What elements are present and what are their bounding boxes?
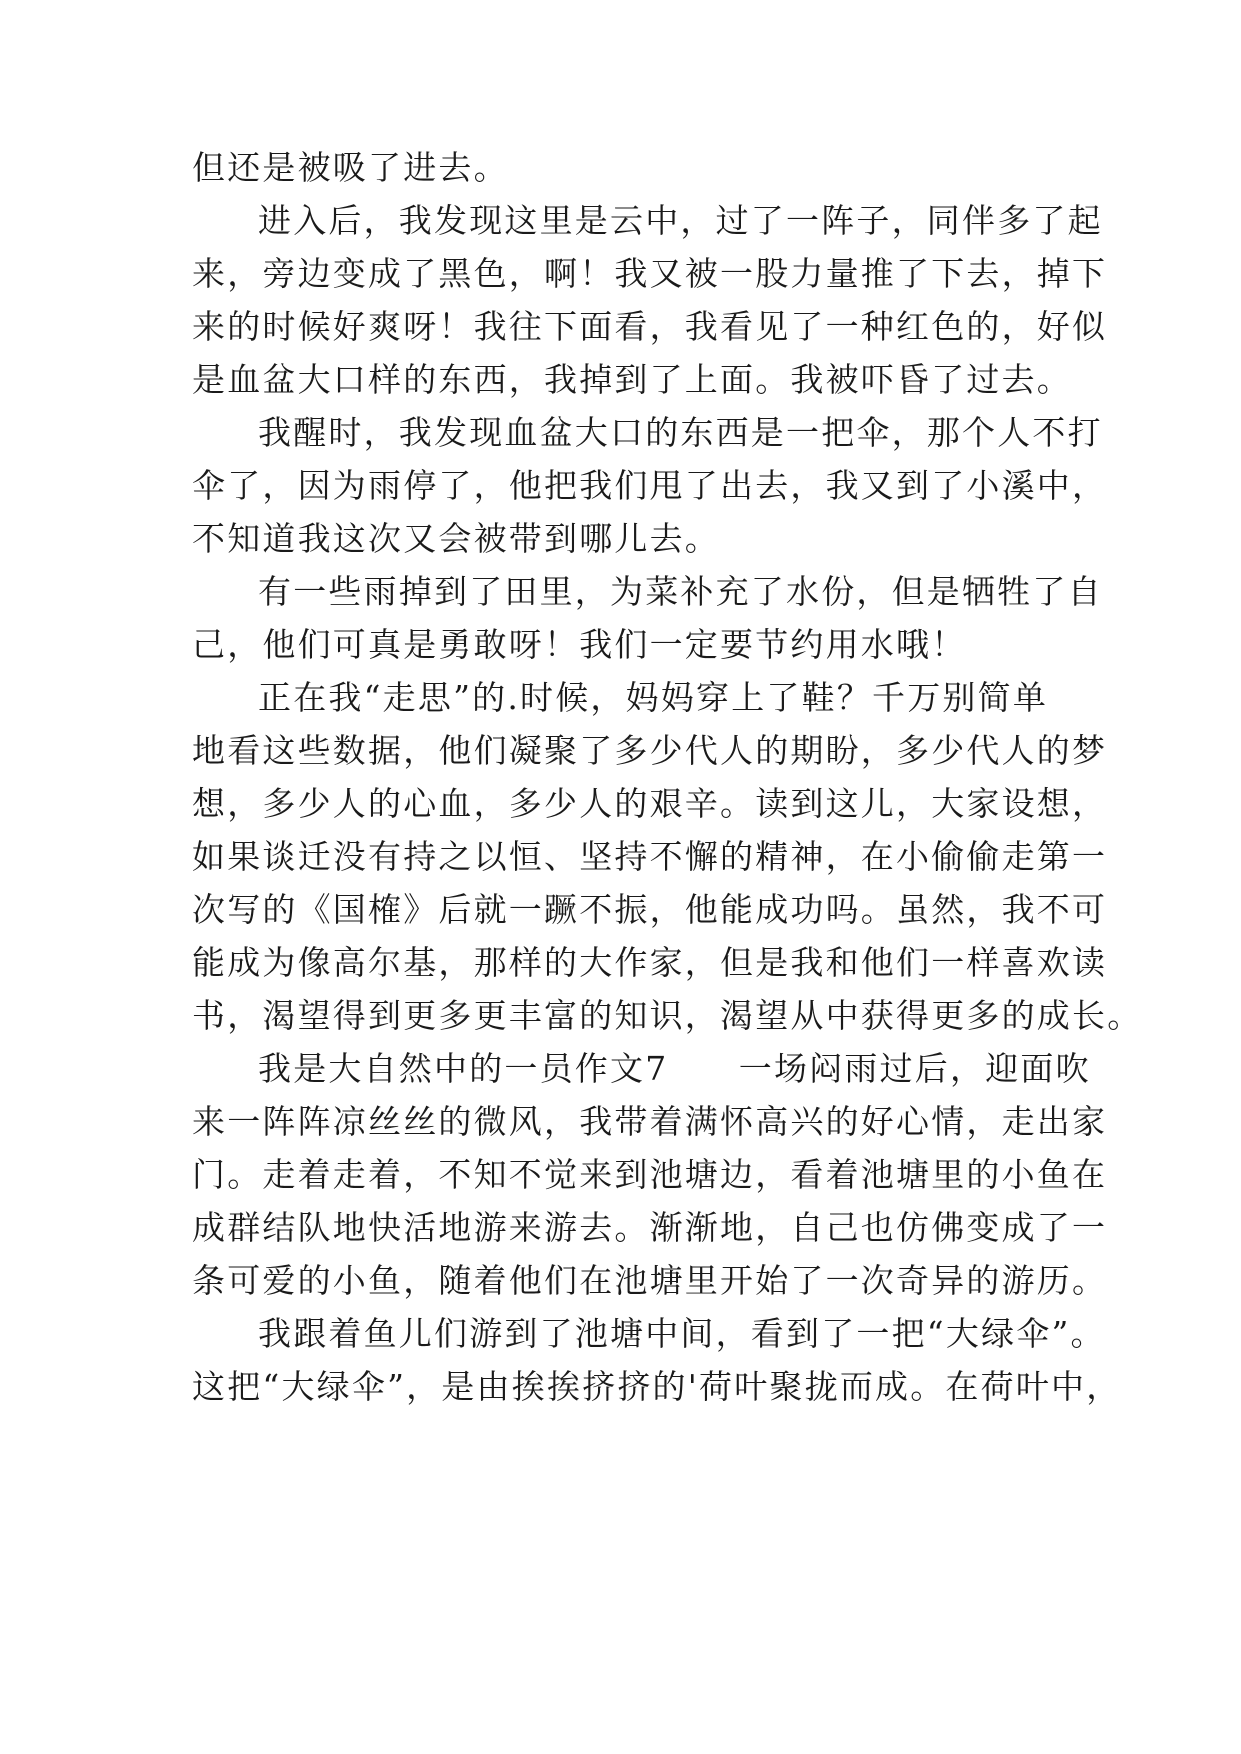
text-line-9: 有一些雨掉到了田里，为菜补充了水份，但是牺牲了自	[258, 572, 1103, 611]
text-line-19: 来一阵阵凉丝丝的微风，我带着满怀高兴的好心情，走出家	[192, 1102, 1108, 1141]
text-line-14: 如果谈迁没有持之以恒、坚持不懈的精神，在小偷偷走第一	[192, 837, 1108, 876]
text-line-3: 来，旁边变成了黑色，啊！我又被一股力量推了下去，掉下	[192, 254, 1108, 293]
text-line-1: 但还是被吸了进去。	[192, 148, 509, 187]
text-line-15: 次写的《国榷》后就一蹶不振，他能成功吗。虽然，我不可	[192, 890, 1108, 929]
text-line-23: 我跟着鱼儿们游到了池塘中间，看到了一把“大绿伞”。	[258, 1314, 1106, 1353]
text-line-8: 不知道我这次又会被带到哪儿去。	[192, 519, 720, 558]
text-line-17: 书，渴望得到更多更丰富的知识，渴望从中获得更多的成长。	[192, 996, 1143, 1035]
text-line-18: 我是大自然中的一员作文7 一场闷雨过后，迎面吹	[258, 1049, 1091, 1088]
text-line-10: 己，他们可真是勇敢呀！我们一定要节约用水哦！	[192, 625, 967, 664]
text-line-7: 伞了，因为雨停了，他把我们甩了出去，我又到了小溪中，	[192, 466, 1108, 505]
text-line-16: 能成为像高尔基，那样的大作家，但是我和他们一样喜欢读	[192, 943, 1108, 982]
text-line-21: 成群结队地快活地游来游去。渐渐地，自己也仿佛变成了一	[192, 1208, 1108, 1247]
text-line-22: 条可爱的小鱼，随着他们在池塘里开始了一次奇异的游历。	[192, 1261, 1108, 1300]
text-line-2: 进入后，我发现这里是云中，过了一阵子，同伴多了起	[258, 201, 1103, 240]
text-line-4: 来的时候好爽呀！我往下面看，我看见了一种红色的，好似	[192, 307, 1108, 346]
text-line-5: 是血盆大口样的东西，我掉到了上面。我被吓昏了过去。	[192, 360, 1072, 399]
text-line-24: 这把“大绿伞”，是由挨挨挤挤的'荷叶聚拢而成。在荷叶中，	[192, 1367, 1122, 1406]
text-line-20: 门。走着走着，不知不觉来到池塘边，看着池塘里的小鱼在	[192, 1155, 1108, 1194]
text-line-13: 想，多少人的心血，多少人的艰辛。读到这儿，大家设想，	[192, 784, 1108, 823]
text-line-11: 正在我“走思”的.时候，妈妈穿上了鞋？千万别简单	[258, 678, 1049, 717]
text-line-6: 我醒时，我发现血盆大口的东西是一把伞，那个人不打	[258, 413, 1103, 452]
text-line-12: 地看这些数据，他们凝聚了多少代人的期盼，多少代人的梦	[192, 731, 1108, 770]
